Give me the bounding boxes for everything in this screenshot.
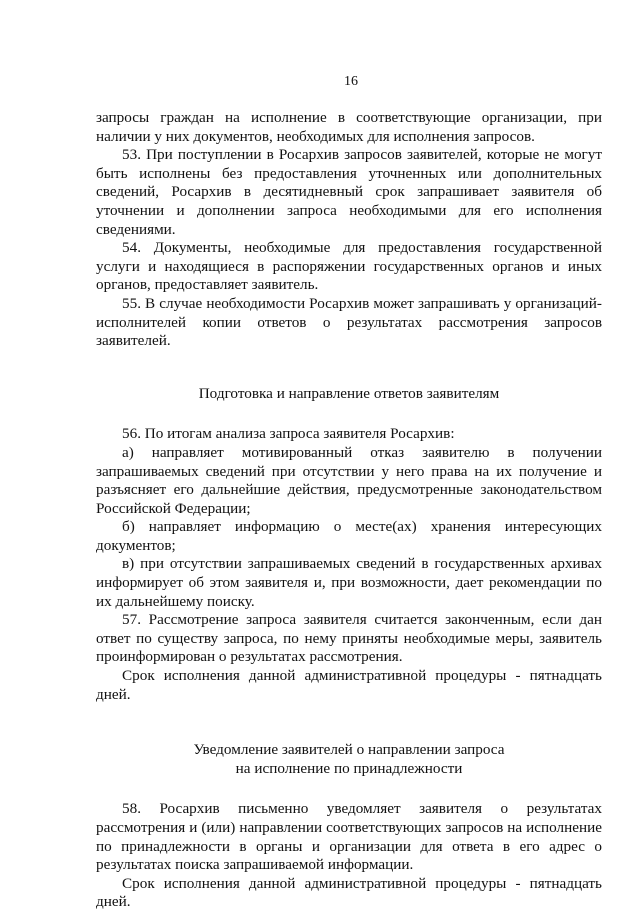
section-requests (96, 109, 602, 351)
paragraph-57: 57. Рассмотрение запроса заявителя считается законченным, если дан ответ по существу запроса, по нему приняты необходимые меры, заявитель проинформирован о результатах рассмотрения. (96, 611, 602, 666)
section-heading-notification (96, 741, 602, 778)
page-number: 16 (344, 74, 358, 89)
paragraph-54: 54. Документы, необходимые для предоставления государственной услуги и находящиеся в распоряжении государственных органов и иных органов, предоставляет заявитель. (96, 239, 602, 294)
paragraph-58: 58. Росархив письменно уведомляет заявителя о результатах рассмотрения и (или) направлении соответствующих запросов на исполнение по принадлежности в органы и организации для ответа в его адрес о результатах поиска запрашиваемой информации. (96, 800, 602, 874)
paragraph-56a: а) направляет мотивированный отказ заявителю в получении запрашиваемых сведений при отсутствии у него права на их получение и разъясняет его дальнейшие действия, предусмотренные законодательством Российской Федерации; (96, 443, 602, 517)
section-responses (96, 425, 602, 704)
paragraph-57-term: Срок исполнения данной административной процедуры - пятнадцать дней. (96, 667, 602, 703)
paragraph-58-term: Срок исполнения данной административной процедуры - пятнадцать дней. (96, 874, 602, 911)
paragraph-continuation: запросы граждан на исполнение в соответствующие организации, при наличии у них документов, необходимых для исполнения запросов. (96, 109, 602, 145)
section-notification (96, 800, 602, 912)
paragraph-55: 55. В случае необходимости Росархив может запрашивать у организаций-исполнителей копии ответов о результатах рассмотрения запросов заявителей. (96, 294, 602, 350)
paragraph-56b: б) направляет информацию о месте(ах) хранения интересующих документов; (96, 518, 602, 554)
paragraph-56c: в) при отсутствии запрашиваемых сведений в государственных архивах информирует об этом заявителя и, при возможности, дает рекомендации по их дальнейшему поиску. (96, 555, 602, 610)
paragraph-53: 53. При поступлении в Росархив запросов заявителей, которые не могут быть исполнены без предоставления уточненных или дополнительных сведений, Росархив в десятидневный срок запрашивает заявителя об уточнении и дополнении запроса необходимыми для его исполнения сведениями. (96, 146, 602, 238)
paragraph-56: 56. По итогам анализа запроса заявителя Росархив: (122, 425, 455, 443)
section-heading-notification-line1: Уведомление заявителей о направлении запроса (193, 741, 505, 759)
section-heading-responses: Подготовка и направление ответов заявителям (198, 384, 500, 402)
section-heading-notification-line2: на исполнение по принадлежности (235, 759, 463, 777)
